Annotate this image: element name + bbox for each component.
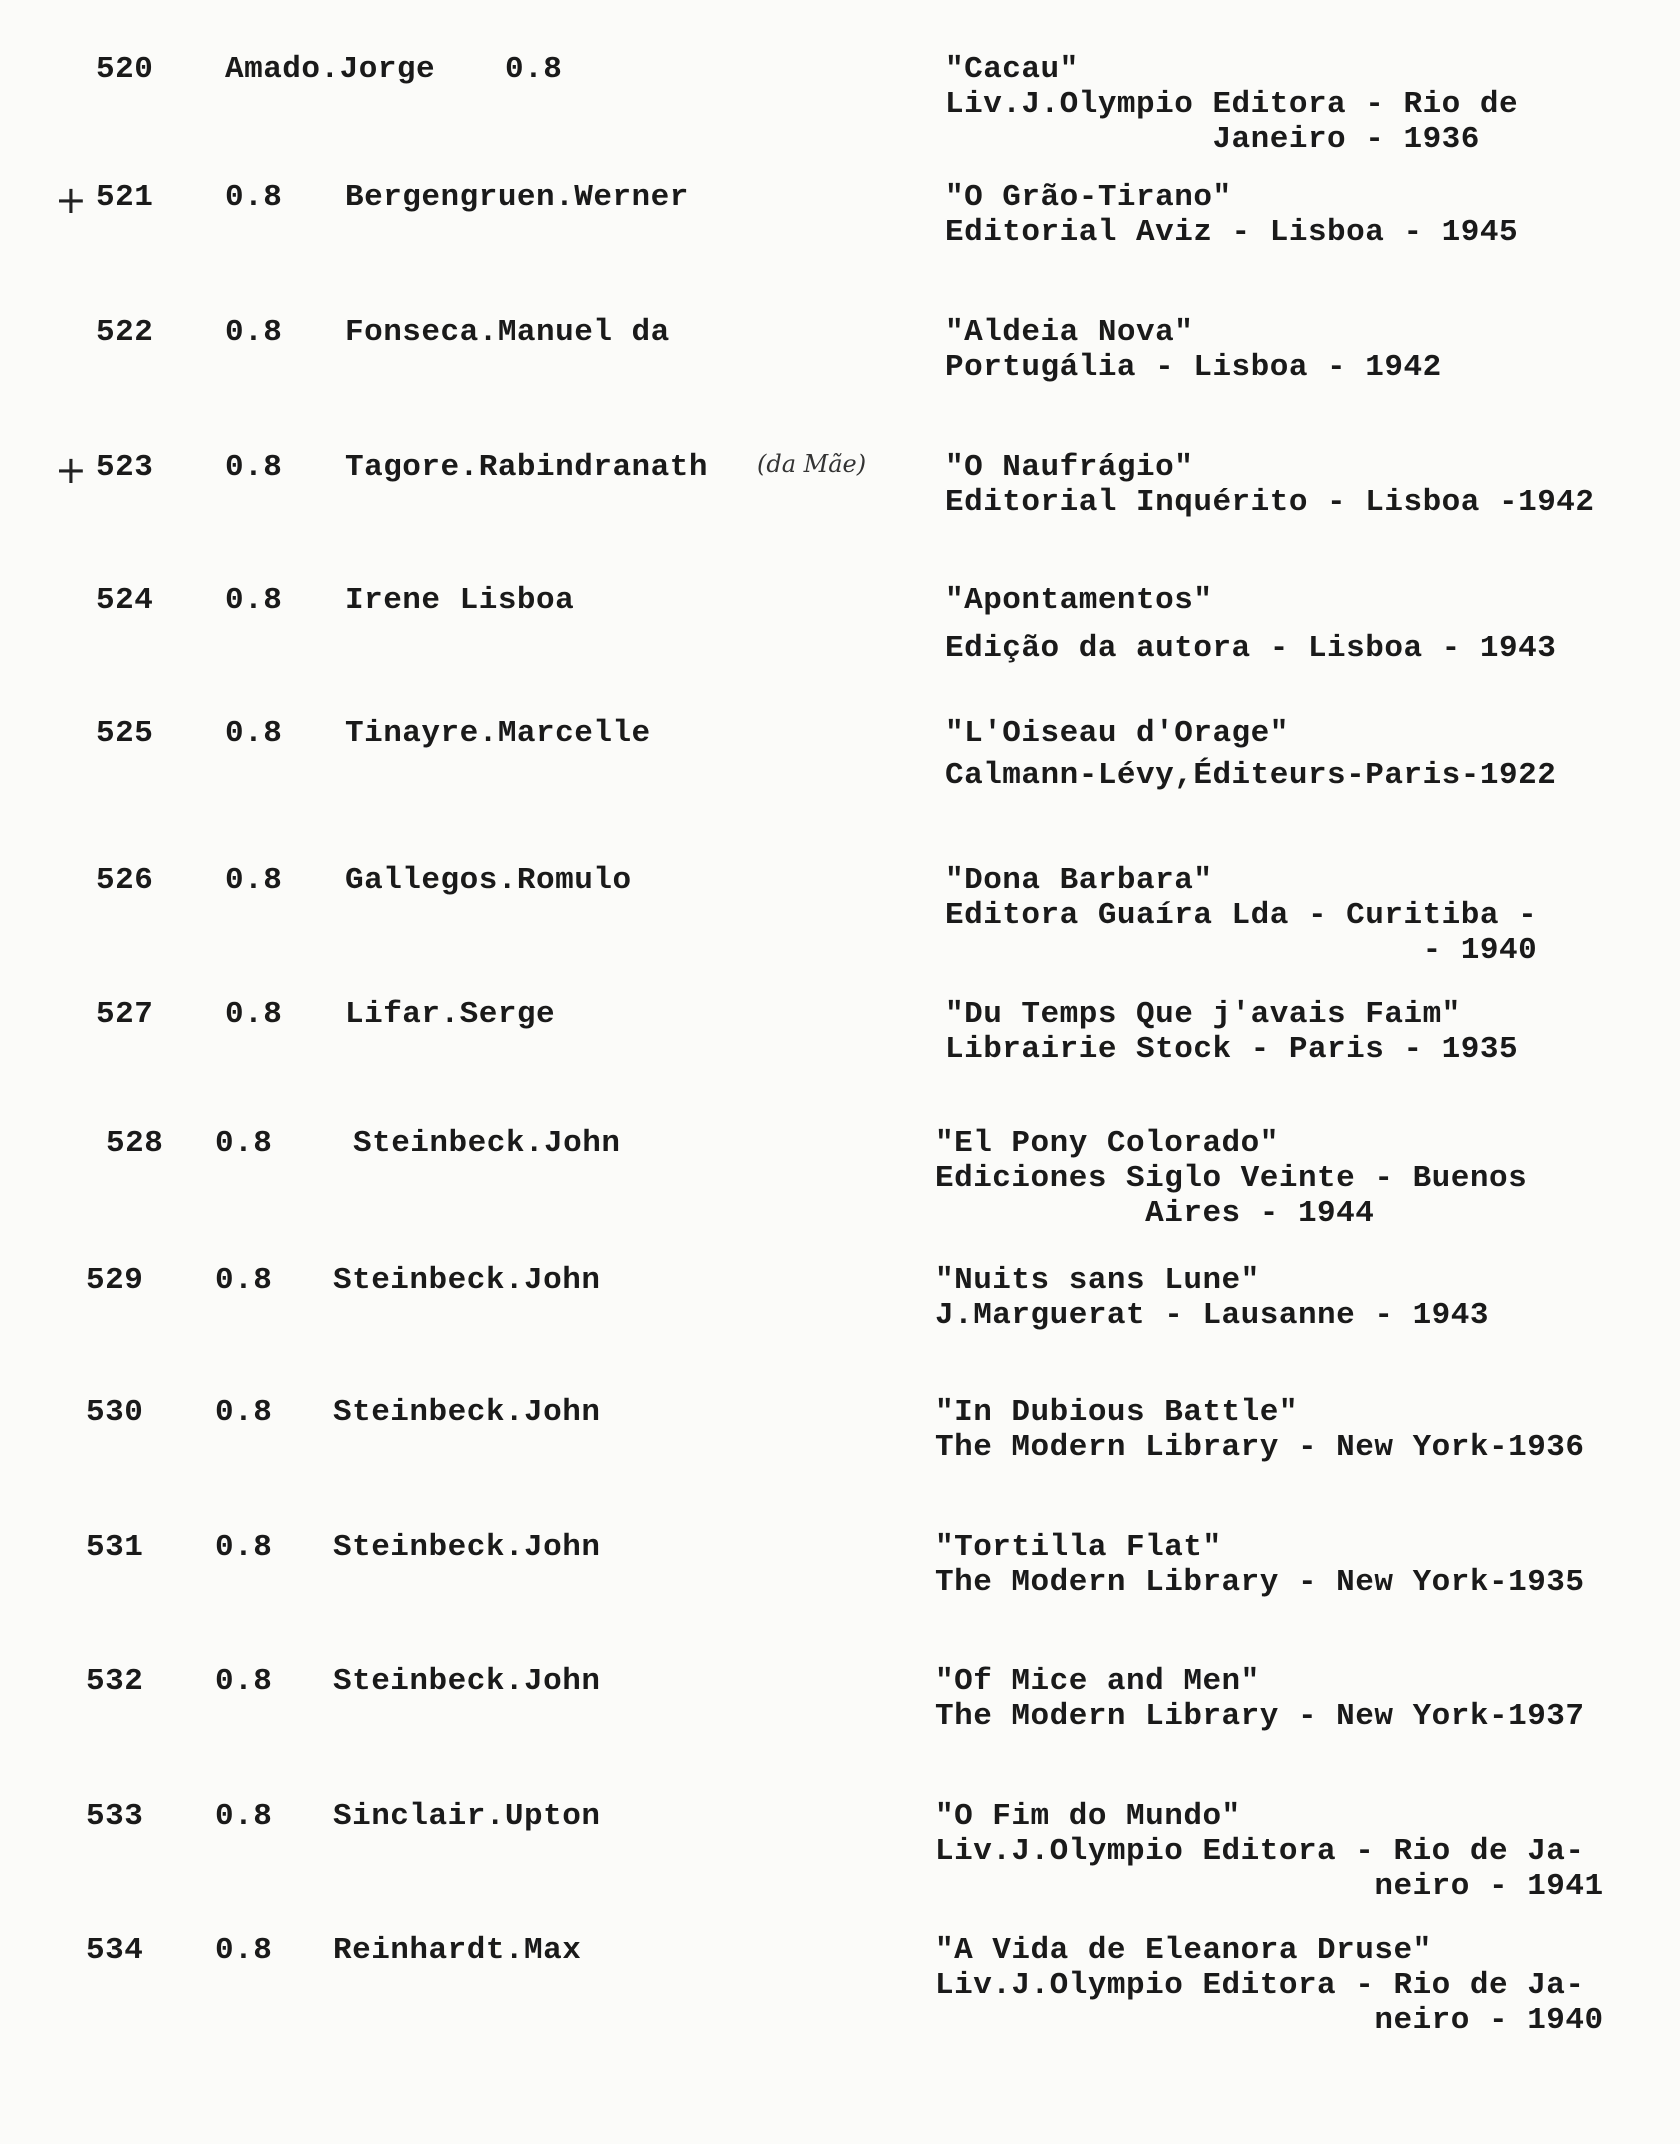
entry-author: Steinbeck.John [333, 1395, 601, 1430]
entry-publisher: Edição da autora - Lisboa - 1943 [945, 631, 1557, 666]
entry-number: 525 [96, 716, 154, 751]
entry-author: Steinbeck.John [353, 1126, 621, 1161]
catalog-entry-520 [0, 52, 1680, 162]
entry-number: 520 [96, 52, 154, 87]
catalog-entry-526 [0, 863, 1680, 973]
entry-title: "Aldeia Nova" [945, 315, 1194, 350]
entry-publisher: J.Marguerat - Lausanne - 1943 [935, 1298, 1489, 1333]
entry-author: Sinclair.Upton [333, 1799, 601, 1834]
entry-author: Steinbeck.John [333, 1664, 601, 1699]
entry-author: Reinhardt.Max [333, 1933, 582, 1968]
entry-title: "Nuits sans Lune" [935, 1263, 1260, 1298]
entry-publisher: Portugália - Lisboa - 1942 [945, 350, 1442, 385]
entry-price: 0.8 [215, 1530, 273, 1565]
entry-publisher: Editorial Aviz - Lisboa - 1945 [945, 215, 1519, 250]
plus-mark-icon: + [55, 448, 87, 492]
entry-number: 534 [86, 1933, 144, 1968]
entry-author: Steinbeck.John [333, 1530, 601, 1565]
entry-number: 526 [96, 863, 154, 898]
entry-publisher: Librairie Stock - Paris - 1935 [945, 1032, 1519, 1067]
plus-mark-icon: + [55, 178, 87, 222]
entry-publisher: The Modern Library - New York-1936 [935, 1430, 1585, 1465]
catalog-entry-529 [0, 1263, 1680, 1373]
entry-publisher: The Modern Library - New York-1935 [935, 1565, 1585, 1600]
entry-author: Amado.Jorge [225, 52, 436, 87]
catalog-entry-527 [0, 997, 1680, 1107]
entry-publisher: Editora Guaíra Lda - Curitiba - - 1940 [945, 898, 1538, 968]
entry-publisher: Calmann-Lévy,Éditeurs-Paris-1922 [945, 758, 1557, 793]
entry-title: "El Pony Colorado" [935, 1126, 1279, 1161]
catalog-entry-523 [0, 450, 1680, 560]
entry-title: "Dona Barbara" [945, 863, 1213, 898]
entry-title: "L'Oiseau d'Orage" [945, 716, 1289, 751]
entry-author: Steinbeck.John [333, 1263, 601, 1298]
catalog-entry-533 [0, 1799, 1680, 1909]
entry-publisher: Liv.J.Olympio Editora - Rio de Ja- neiro - 1941 [935, 1834, 1604, 1904]
entry-price: 0.8 [215, 1395, 273, 1430]
entry-title: "Apontamentos" [945, 583, 1213, 618]
entry-price: 0.8 [225, 997, 283, 1032]
entry-publisher: Liv.J.Olympio Editora - Rio de Janeiro - 1936 [945, 87, 1519, 157]
entry-number: 530 [86, 1395, 144, 1430]
catalog-entry-530 [0, 1395, 1680, 1505]
entry-author: Irene Lisboa [345, 583, 575, 618]
entry-author: Gallegos.Romulo [345, 863, 632, 898]
entry-price: 0.8 [505, 52, 563, 87]
entry-price: 0.8 [215, 1799, 273, 1834]
catalog-entry-524 [0, 583, 1680, 693]
catalog-entry-525 [0, 716, 1680, 826]
entry-number: 522 [96, 315, 154, 350]
entry-price: 0.8 [215, 1263, 273, 1298]
catalog-entry-521 [0, 180, 1680, 290]
entry-number: 531 [86, 1530, 144, 1565]
entry-number: 521 [96, 180, 154, 215]
entry-number: 533 [86, 1799, 144, 1834]
entry-number: 527 [96, 997, 154, 1032]
entry-title: "A Vida de Eleanora Druse" [935, 1933, 1432, 1968]
entry-author: Bergengruen.Werner [345, 180, 689, 215]
entry-price: 0.8 [225, 180, 283, 215]
entry-price: 0.8 [225, 315, 283, 350]
entry-number: 523 [96, 450, 154, 485]
catalog-entry-534 [0, 1933, 1680, 2043]
entry-author: Lifar.Serge [345, 997, 556, 1032]
entry-title: "Du Temps Que j'avais Faim" [945, 997, 1461, 1032]
entry-price: 0.8 [215, 1933, 273, 1968]
entry-publisher: Ediciones Siglo Veinte - Buenos Aires - 1944 [935, 1161, 1528, 1231]
catalog-entry-531 [0, 1530, 1680, 1640]
entry-publisher: Liv.J.Olympio Editora - Rio de Ja- neiro - 1940 [935, 1968, 1604, 2038]
entry-number: 524 [96, 583, 154, 618]
catalog-entry-532 [0, 1664, 1680, 1774]
entry-title: "O Grão-Tirano" [945, 180, 1232, 215]
entry-price: 0.8 [215, 1126, 273, 1161]
entry-publisher: Editorial Inquérito - Lisboa -1942 [945, 485, 1595, 520]
entry-number: 532 [86, 1664, 144, 1699]
entry-price: 0.8 [225, 863, 283, 898]
entry-title: "O Fim do Mundo" [935, 1799, 1241, 1834]
entry-price: 0.8 [215, 1664, 273, 1699]
entry-title: "O Naufrágio" [945, 450, 1194, 485]
entry-title: "Of Mice and Men" [935, 1664, 1260, 1699]
entry-title: "Tortilla Flat" [935, 1530, 1222, 1565]
catalog-entry-528 [0, 1126, 1680, 1236]
entry-author: Tinayre.Marcelle [345, 716, 651, 751]
entry-number: 529 [86, 1263, 144, 1298]
entry-price: 0.8 [225, 716, 283, 751]
catalog-entry-522 [0, 315, 1680, 425]
entry-author: Fonseca.Manuel da [345, 315, 670, 350]
entry-number: 528 [106, 1126, 164, 1161]
entry-price: 0.8 [225, 583, 283, 618]
entry-title: "In Dubious Battle" [935, 1395, 1298, 1430]
entry-author: Tagore.Rabindranath [345, 450, 708, 485]
entry-price: 0.8 [225, 450, 283, 485]
entry-title: "Cacau" [945, 52, 1079, 87]
handwritten-annotation: (da Mãe) [757, 450, 867, 478]
entry-publisher: The Modern Library - New York-1937 [935, 1699, 1585, 1734]
